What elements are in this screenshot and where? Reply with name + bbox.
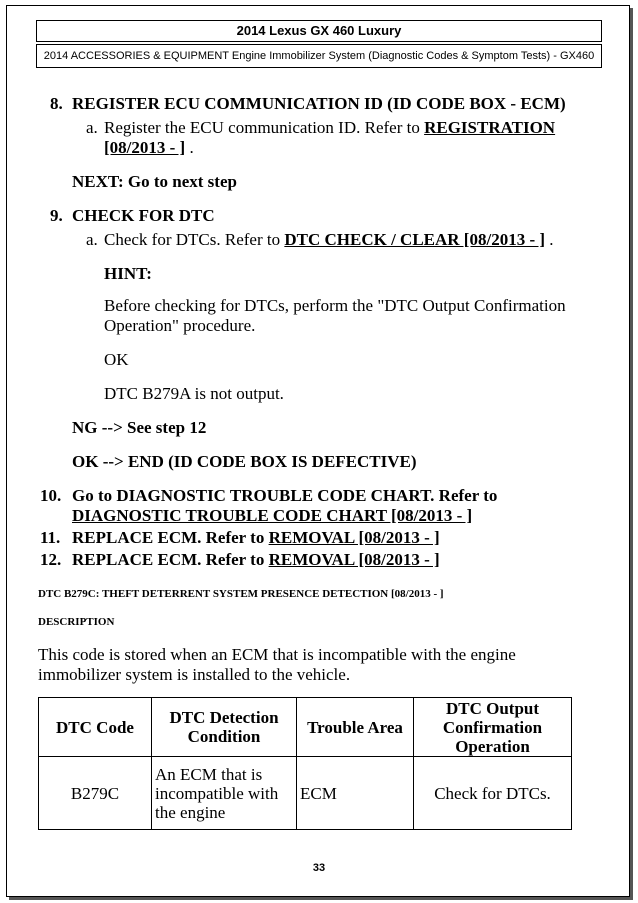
header-confirmation-operation: DTC Output Confirmation Operation	[414, 698, 572, 757]
step-11-sentence: REPLACE ECM. Refer to	[72, 528, 265, 547]
step-8a-text	[104, 118, 555, 138]
step-9a-period: .	[549, 230, 554, 249]
section-path: 2014 ACCESSORIES & EQUIPMENT Engine Immobilizer System (Diagnostic Codes & Symptom Tests) - GX460	[36, 44, 602, 68]
step-9-title: CHECK FOR DTC	[72, 206, 215, 225]
hint-label: HINT:	[104, 264, 152, 283]
step-10-text: Go to DIAGNOSTIC TROUBLE CODE CHART. Refer to	[72, 486, 498, 505]
dtc-b279c-heading: DTC B279C: THEFT DETERRENT SYSTEM PRESENCE DETECTION [08/2013 - ]	[38, 588, 444, 600]
header-detection-condition: DTC Detection Condition	[152, 698, 297, 757]
table-row	[39, 757, 572, 830]
cell-confirmation-operation: Check for DTCs.	[414, 757, 572, 830]
step-8-number: 8.	[50, 94, 63, 113]
cell-detection-condition: An ECM that is incompatible with the engine	[152, 757, 297, 830]
step-9a-label: a.	[86, 230, 98, 249]
cell-trouble-area: ECM	[297, 757, 414, 830]
step-8-next: NEXT: Go to next step	[72, 172, 237, 191]
step-8-title: REGISTER ECU COMMUNICATION ID (ID CODE BOX - ECM)	[72, 94, 566, 113]
registration-link[interactable]: REGISTRATION	[424, 118, 556, 137]
removal-link-12[interactable]: REMOVAL [08/2013 - ]	[268, 550, 440, 569]
step-9-number: 9.	[50, 206, 63, 225]
dtc-check-clear-link[interactable]: DTC CHECK / CLEAR [08/2013 - ]	[284, 230, 546, 249]
hint-line-1: Before checking for DTCs, perform the "DTC Output Confirmation	[104, 296, 566, 315]
step-10-number: 10.	[40, 486, 62, 505]
registration-link-date[interactable]: [08/2013 - ]	[104, 138, 186, 157]
step-12-number: 12.	[40, 550, 62, 569]
ok-label: OK	[104, 350, 129, 369]
header-dtc-code: DTC Code	[39, 698, 152, 757]
ok-condition: DTC B279A is not output.	[104, 384, 284, 403]
ok-result: OK --> END (ID CODE BOX IS DEFECTIVE)	[72, 452, 417, 471]
dtc-chart-link[interactable]: DIAGNOSTIC TROUBLE CODE CHART [08/2013 - ]	[72, 506, 473, 525]
step-11-number: 11.	[40, 528, 61, 547]
step-12-sentence: REPLACE ECM. Refer to	[72, 550, 265, 569]
step-8a-label: a.	[86, 118, 98, 137]
step-12-text	[72, 550, 440, 570]
vehicle-title: 2014 Lexus GX 460 Luxury	[36, 20, 602, 42]
page-number: 33	[312, 862, 326, 874]
step-8a-period: .	[189, 138, 194, 157]
step-9a-sentence: Check for DTCs. Refer to	[104, 230, 281, 249]
description-heading: DESCRIPTION	[38, 616, 115, 628]
removal-link-11[interactable]: REMOVAL [08/2013 - ]	[268, 528, 440, 547]
step-11-text	[72, 528, 440, 548]
step-8a-text-cont	[104, 138, 194, 158]
step-9a-text	[104, 230, 554, 250]
ng-result: NG --> See step 12	[72, 418, 207, 437]
description-line-1: This code is stored when an ECM that is incompatible with the engine	[38, 645, 516, 664]
table-header-row	[39, 698, 572, 757]
step-8a-sentence: Register the ECU communication ID. Refer to	[104, 118, 420, 137]
cell-dtc-code: B279C	[39, 757, 152, 830]
dtc-table	[38, 697, 572, 830]
header-trouble-area: Trouble Area	[297, 698, 414, 757]
description-line-2: immobilizer system is installed to the vehicle.	[38, 665, 351, 684]
hint-line-2: Operation" procedure.	[104, 316, 256, 335]
